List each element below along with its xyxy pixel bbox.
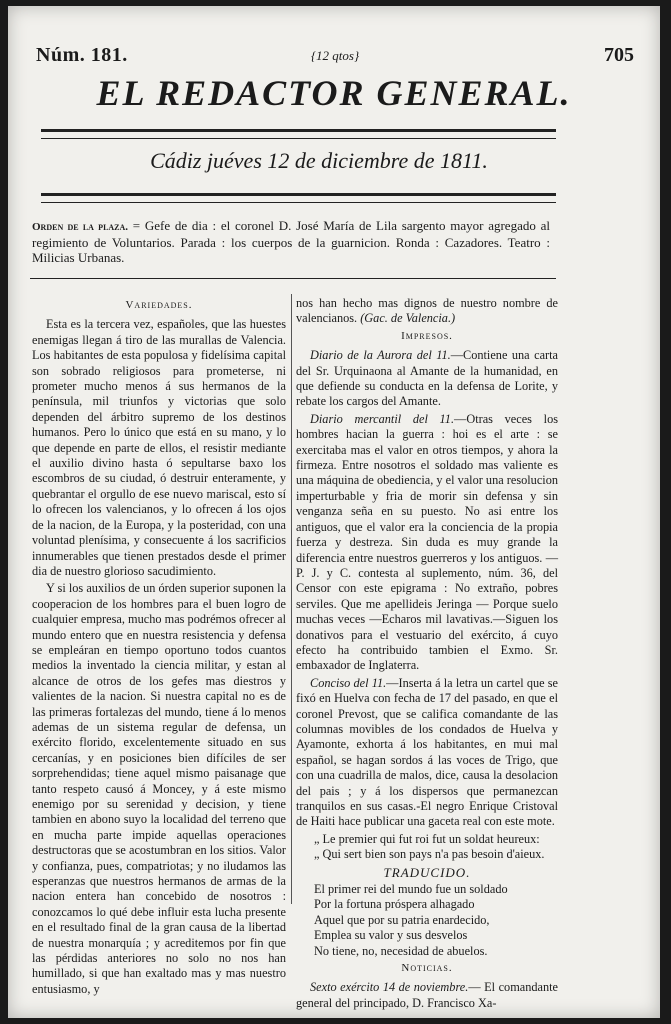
verse-line: „ Qui sert bien son pays n'a pas besoin d'aieux. [314,847,545,862]
left-column [32,296,286,996]
impreso-title: Diario de la Aurora del 11. [310,348,451,363]
impreso-text: —Otras veces los hombres hacian la guerra : hoi es el arte : se exercitaba mas el valor en otros tiempos, y ahora la firmeza. Entre nosotros el soldado mas valiente es una máquina de obediencia, y el valor una resolucion imperturbable y fria de morir sin defensa y sin venganza seña en su puesto. No asi entre los antiguos, que el valor era la conciencia de la propia fuerza y destreza. Sin duda es muy grande la diferencia entre nuestros guerreros y los antiguos. — P. J. y C. contesta al suplemento, núm. 36, del Censor con este epigrama : No extraño, pobres serviles. Que me apellideis Jeringa — Porque suelo muchas veces —Echaros mil lavativas.—Siguen los donativos para el vestuario del exército, á cuyo efecto ha contribuido tambien el Exmo. Sr. embaxador de Inglaterra. [296,411,559,673]
date-rule [41,193,556,203]
newspaper-page [8,6,660,1018]
quantity-note: {12 qtos} [310,48,360,63]
variedades-heading: Variedades. [125,299,193,311]
spanish-verse [314,882,558,959]
impresos-heading: Impresos. [401,329,453,342]
right-column [296,296,559,1010]
paragraph: Y si los auxilios de un órden superior suponen la cooperacion de los hombres para el buen logro de cualquier empresa, mucho mas podrémos ofrecer al mundo entero que en nuestra resistencia y defensa se empleáran en tiempo oportuno todos cuantos medios la inventado la ciencia militar, y estan al alcance de otros de los gefes mas diestros y valientes de la nacion. Si nuestra capital no es de las primeras fortalezas del mundo, tiene á lo menos ademas de un sistema regular de defensa, un exército florido, excelentemente situado en sus cercanías, y en posiciones bien difíciles de ser sorprehendidas; tiene aquel mismo paisanage que tanto respeto causó á Moncey, y á este mismo enemigo por su serenidad y decision, y tiene tambien en abono suyo la localidad del terreno que en mucha parte impide aquellas operaciones destructoras que se acostumbran en los sitios. Valor y confianza, pues, compatriotas; y no iludamos las esperanzas que nuestros hermanos de armas de la nacion entera han concebido de nosotros : conozcamos lo qué debe influir esta lucha presente en el resultado final de la gran causa de la libertad de nuestra monarquía ; y acreditemos por fin que las pérdidas anteriores no solo no nos han humillado, si que han exaltado mas y mas nuestro entusiasmo, y [32,581,286,996]
orden-text: = Gefe de dia : el coronel D. José María de Lila sargento mayor agregado al regimiento de Voluntarios. Parada : los cuerpos de la guarnicion. Ronda : Cazadores. Teatro : Milicias Urbanas. [32,218,550,265]
impreso-text: —Inserta á la letra un cartel que se fixó en Huelva con fecha de 17 del pasado, en que el coronel Prevost, que se califica comandante de las columnas movibles de los condados de Huelva y Ayamonte, exhorta á los habitantes, en mui mal español, se hagan sordos á las voces de Trigo, que con una cuadrilla de malos, dice, causa la desolacion del pais ; y á los dispersos que permanezcan tranquilos en sus casas.-El negro Enrique Cristoval de Haiti hace publicar una gaceta real con este mote. [296,675,559,829]
paragraph [296,296,558,327]
noticias-heading: Noticias. [401,962,453,975]
header-line [36,44,634,74]
noticia-text: — El comandante general del principado, D. Francisco Xa- [296,980,558,1010]
masthead-rule [41,129,556,139]
traducido-heading: TRADUCIDO. [383,864,471,880]
column-divider [291,294,292,904]
noticia-item [296,980,558,1011]
impreso-item [296,348,558,410]
issue-number: Núm. 181. [36,44,128,66]
verse-line: Emplea su valor y sus desvelos [314,928,468,943]
impreso-text: —Contiene una carta del Sr. Urquinaona al Amante de la humanidad, en que defiende su conducta en la defensa de Lorite, y rebate los cargos del Amante. [296,348,558,409]
section-rule [30,278,556,279]
impreso-title: Conciso del 11. [310,675,387,690]
orden-de-la-plaza [32,218,550,265]
paragraph: Esta es la tercera vez, españoles, que las huestes enemigas llegan á tiro de las murallas de Valencia. Los habitantes de esta populosa y fidelísima capital son sobrado religiosos para prometerse, ni prometer mucho menos á sus hermanos de la península, mil triunfos y victorias que solo dependen del árbitro supremo de los destinos humanos. Pero lo único que está en su mano, y lo que depende en parte de ellos, el resistir mediante el auxilio divino hasta ó sepultarse baxo los escombros de su ciudad, ó destruir enteramente, y quebrantar el orgullo de ese nuevo mariscal, esto sí lo ofrecen los valencianos, y lo ofrecen á los ojos de la nacion, de la Europa, y la posteridad, con una voluntad plenísima, y consecuente á los sacrificios innumerables que tienen prestados desde el primer dia de nuestro glorioso sacudimiento. [32,317,286,578]
impreso-title: Diario mercantil del 11. [310,411,455,426]
impreso-item [296,412,558,674]
verse-line: Por la fortuna próspera alhagado [314,897,475,912]
french-verse [314,832,558,863]
verse-line: El primer rei del mundo fue un soldado [314,882,508,897]
continuation-text: nos han hecho mas dignos de nuestro nombre de valencianos. [296,296,558,326]
orden-lead: Orden de la plaza. [32,221,129,233]
noticia-title: Sexto exército 14 de noviembre. [310,980,469,995]
source-citation: (Gac. de Valencia.) [360,311,456,326]
verse-line: No tiene, no, necesidad de abuelos. [314,943,488,958]
impreso-item [296,676,558,830]
verse-line: Aquel que por su patria enardecido, [314,912,490,927]
issue-date: Cádiz juéves 12 de diciembre de 1811. [150,148,488,173]
verse-line: „ Le premier qui fut roi fut un soldat heureux: [314,831,540,846]
masthead: EL REDACTOR GENERAL. [96,73,572,113]
page-number: 705 [604,44,634,66]
